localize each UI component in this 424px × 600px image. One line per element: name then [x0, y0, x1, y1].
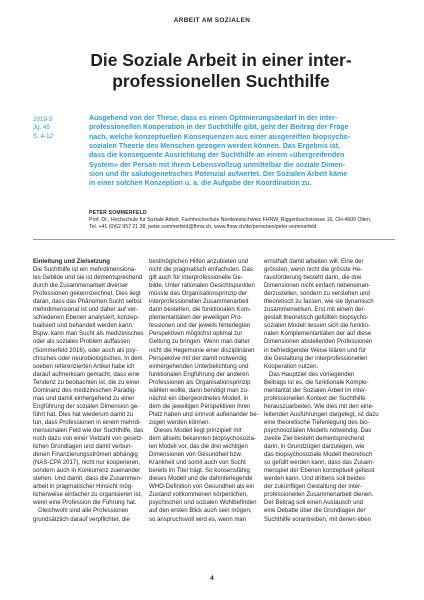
- text-line: Geltung zu bringen. Wenn man daher: [149, 339, 250, 346]
- lead-line: sion und ihr salutogenetisches Potenzial aufwertet. Der Sozialen Arbeit käme: [89, 171, 348, 179]
- text-line: bilde. Unter rationalen Gesichtspunkten: [149, 283, 255, 290]
- text-line: gestalt theoretisch gefüllten biopsycho-: [264, 315, 369, 322]
- lead-line: Ausgehend von der These, dass es einen Optimierungsbedarf in der inter-: [89, 115, 338, 122]
- text-line: nicht die Hegemonie einer disziplinären: [149, 347, 255, 354]
- text-line: psychosozialen Modells notwendig. Das: [264, 427, 372, 434]
- text-line: der zukünftigen Gestaltung der inter-: [264, 484, 363, 491]
- text-line: Dimensionen abstellenden Professionen: [264, 339, 373, 346]
- text-line: oder als soziales Problem auffassen: [33, 339, 131, 346]
- author-contact: Tel. +41 (0)62 957 21 38, peter.sommerfeld@fhnw.ch, www.fhnw.ch/de/personen/peter-sommerfeld: [89, 224, 317, 231]
- text-line: die Gestaltung der interprofessionellen: [264, 355, 368, 362]
- title-line: Die Soziale Arbeit in einer inter-: [90, 50, 352, 70]
- meta-volume: Jg. 45: [33, 124, 50, 132]
- text-line: eine Debatte über die Grundlagen der: [264, 508, 366, 515]
- text-line: grössten, wenn nicht die grösste He-: [264, 267, 363, 274]
- meta-pages: S. 4-12: [33, 132, 53, 140]
- article-title: [56, 50, 386, 91]
- text-line: herauszuarbeiten. Wie dies mit den eine-: [264, 403, 374, 410]
- text-line: psychischen und sozialen Wohlbefinden: [149, 500, 257, 507]
- section-heading: Einleitung und Zielsetzung: [33, 259, 110, 265]
- text-line: so anspruchsvoll wird es, wenn man: [149, 516, 247, 523]
- text-line: licherweise einfacher zu organisieren ist,: [33, 492, 142, 499]
- text-line: Engführung der sozialen Dimension ge-: [33, 403, 140, 410]
- text-line: durch die Zusammenarbeit diverser: [33, 283, 129, 290]
- text-line: tun, dass Professionen in einem mehrdi-: [33, 419, 142, 426]
- text-line: mas und damit einhergehend zu einer: [33, 395, 135, 402]
- text-line: sondern auch in Konkurrenz zueinander: [33, 468, 141, 475]
- text-line: Perspektiven möglichst optimal zur: [149, 331, 243, 338]
- text-line: tualisiert und behandelt werden kann.: [33, 323, 134, 330]
- text-line: interprofessionellen Zusammenarbeit: [149, 299, 249, 306]
- text-line: Krankheit und somit auch von Sucht: [149, 460, 246, 467]
- text-line: Dieses Modell liegt prinzipiell mit: [154, 427, 242, 434]
- lead-line: nach, welche konzeptuellen Konsequenzen aus einer ausgereiften biopsycho-: [89, 133, 351, 141]
- section-label: ARBEIT AM SOZIALEN: [173, 17, 251, 24]
- text-line: theoretisch zu fassen, wie sie dynamisch: [264, 299, 374, 306]
- text-line: darauf aufmerksam gemacht, dass eine: [33, 371, 140, 378]
- text-line: (Sommerfeld 2016), oder auch als psy-: [33, 347, 138, 354]
- text-line: les Gebilde und sie ist dementsprechend: [33, 275, 143, 282]
- text-line: einhergehenden Unterbelichtung und: [149, 363, 249, 370]
- text-line: werden kann. Und drittens soll beides: [264, 476, 365, 483]
- text-line: lichen Grundlagen und damit verbun-: [33, 444, 133, 451]
- text-line: Das Hauptziel des vorliegenden: [269, 371, 355, 378]
- text-line: mentarität der Sozialen Arbeit im inter-: [264, 387, 367, 394]
- text-line: Gleichwohl sind alle Professionen: [38, 508, 129, 515]
- text-line: nalen Komplementaritäten der auf diese: [264, 331, 372, 338]
- text-line: gilt auch für interprofessionelle Ge-: [149, 275, 243, 282]
- meta-year: 2019-3: [33, 116, 53, 123]
- lead-line: dass die konsequente Ausrichtung der Suchthilfe an einem «übergreifenden: [89, 152, 345, 160]
- text-line: Platz haben und sinnvoll aufeinander be-: [149, 411, 259, 418]
- text-line: zogen werden können.: [149, 419, 211, 426]
- text-line: darin, in Grundzügen darzulegen, wie: [264, 444, 365, 451]
- text-line: professionellen Zusammenarbeit dienen.: [264, 492, 374, 499]
- text-line: noch dazu von einer Vielzahl von gesetz-: [33, 436, 144, 443]
- text-column-3: [264, 258, 379, 524]
- text-line: wenn eine Profession die Führung hat.: [33, 500, 137, 507]
- text-line: professionellen Kontext der Suchthilfe: [264, 395, 366, 402]
- text-line: müsste das Organisationsprinzip der: [149, 291, 248, 298]
- text-line: Zustand vollkommenen körperlichen,: [149, 492, 248, 499]
- text-line: Perspektive mit der damit notwendig: [149, 355, 247, 362]
- text-line: Dimensionen von Gesundheit bzw.: [149, 452, 243, 459]
- text-line: stehen. Und damit, dass die Zusammen-: [33, 476, 142, 483]
- title-line: professionellen Suchthilfe: [112, 70, 330, 91]
- lead-line: System» der Person mit ihrem Lebensvollzug unmittelbar die soziale Dimen-: [89, 161, 346, 169]
- text-line: Tendenz zu beobachten ist, die zu einer: [33, 379, 140, 386]
- text-line: Die Suchthilfe ist ein mehrdimensiona-: [33, 267, 137, 274]
- text-line: Der Beitrag soll einen Austausch und: [264, 500, 364, 507]
- text-line: dem allseits bekannten biopsychosozia-: [149, 436, 256, 443]
- text-line: Dominanz des medizinischen Paradig-: [33, 387, 137, 394]
- text-line: derzustellen, sondern zu verstehen und: [264, 291, 370, 298]
- divider: [33, 239, 395, 240]
- author-affiliation: Prof. Dr., Hochschule für Soziale Arbeit, Fachhochschule Nordwestschweiz FHNW, Riggenbachstrasse 16, CH-4600 Olten,: [89, 217, 372, 224]
- text-line: denen Finanzierungsströmen abhängig: [33, 452, 138, 459]
- text-line: bereits im Titel trägt. So konsensfähig: [149, 468, 250, 475]
- text-line: sozialen Modell liessen sich die funktio-: [264, 323, 370, 330]
- text-line: ernsthaft damit arbeiten will. Eine der: [264, 259, 364, 265]
- text-line: zusammenwirken. Erst mit einem der-: [264, 307, 366, 314]
- text-line: Beitrags ist es, die funktionale Komple-: [264, 379, 369, 386]
- text-line: zweite Ziel besteht dementsprechend: [264, 436, 365, 443]
- text-line: Kooperation nutzen.: [264, 363, 319, 370]
- text-line: Bspw. kann man Sucht als medizinisches: [33, 331, 144, 338]
- text-line: fessionen und der jeweils hinterlegten: [149, 323, 251, 330]
- text-line: führt hat. Dies hat wiederum damit zu: [33, 411, 134, 418]
- text-line: wählen wollte, dann benötigt man zu-: [149, 387, 249, 394]
- text-line: nicht die pragmatisch einfachsten. Das: [149, 267, 253, 274]
- page-number: 4: [210, 575, 214, 582]
- text-line: mensionalen Feld wie der Suchthilfe, das: [33, 427, 144, 434]
- text-line: Professionen gekennzeichnet. Dies liegt: [33, 291, 141, 298]
- text-line: daran, dass das Phänomen Sucht selbst: [33, 299, 142, 306]
- text-line: WHO-Definition von Gesundheit als ein: [149, 484, 255, 491]
- text-line: schiedenen Ebenen analysiert, konzep-: [33, 315, 139, 322]
- text-line: menspiel der Ebenen konzeptuell gefasst: [264, 468, 375, 475]
- text-line: Professionen als Organisationsprinzip: [149, 379, 251, 386]
- lead-line: in einer solchen Konzeption u. a. die Aufgabe der Koordination zu.: [89, 180, 312, 188]
- text-line: (NAS-CPA 2017), nicht nur kooperieren,: [33, 460, 141, 467]
- lead-line: professionellen Kooperation in der Suchthilfe gibt, geht der Beitrag der Frage: [89, 124, 349, 132]
- text-line: rausforderung besteht darin, die drei: [264, 275, 362, 282]
- text-column-2: [149, 258, 259, 524]
- text-line: len Modell vor, das die drei wichtigen: [149, 444, 248, 451]
- text-line: so gefüllt werden kann, dass das Zusam-: [264, 460, 375, 467]
- text-line: arbeit in pragmatischer Hinsicht mög-: [33, 484, 134, 491]
- text-line: nächst ein übergeordnetes Modell, in: [149, 395, 249, 402]
- publication-meta: [33, 116, 77, 141]
- text-line: soeben referenzierten Artikel habe ich: [33, 363, 135, 370]
- text-line: eine theoretische Tiefenlegung des bio-: [264, 419, 370, 426]
- text-line: funktionalen Engführung der anderen: [149, 371, 249, 378]
- text-line: das biopsychosoziale Modell theoretisch: [264, 452, 373, 459]
- text-line: plementaritäten der jeweiligen Pro-: [149, 315, 243, 322]
- text-line: mehrdimensional ist und daher auf ver-: [33, 307, 138, 314]
- text-line: leitenden Ausführungen dargelegt, ist dazu: [264, 411, 379, 418]
- text-line: Suchthilfe vorantreiben, mit denen eben: [264, 516, 371, 523]
- text-line: dem die jeweiligen Perspektiven ihren: [149, 403, 251, 410]
- text-line: in befriedigender Weise klären und für: [264, 347, 367, 354]
- text-line: dieses Modell und die dahinterlegende: [149, 476, 253, 483]
- author-name: PETER SOMMERFELD: [89, 210, 147, 216]
- text-line: auf den ersten Blick auch sein mögen,: [149, 508, 252, 515]
- author-info: [89, 210, 399, 231]
- text-line: chisches oder neurobiologisches. In dem: [33, 355, 143, 362]
- lead-line: sozialen Theorie des Menschen gezogen werden können. Das Ergebnis ist,: [89, 143, 341, 151]
- text-line: bestmöglichen Hilfen anzubieten und: [149, 259, 249, 265]
- lead-paragraph: [89, 114, 395, 189]
- text-column-1: [33, 258, 144, 524]
- text-line: darin bestehen, die funktionalen Kom-: [149, 307, 251, 314]
- text-line: grundsätzlich darauf verpflichtet, die: [33, 516, 130, 523]
- text-line: Dimensionen nicht einfach nebeneinan-: [264, 283, 371, 290]
